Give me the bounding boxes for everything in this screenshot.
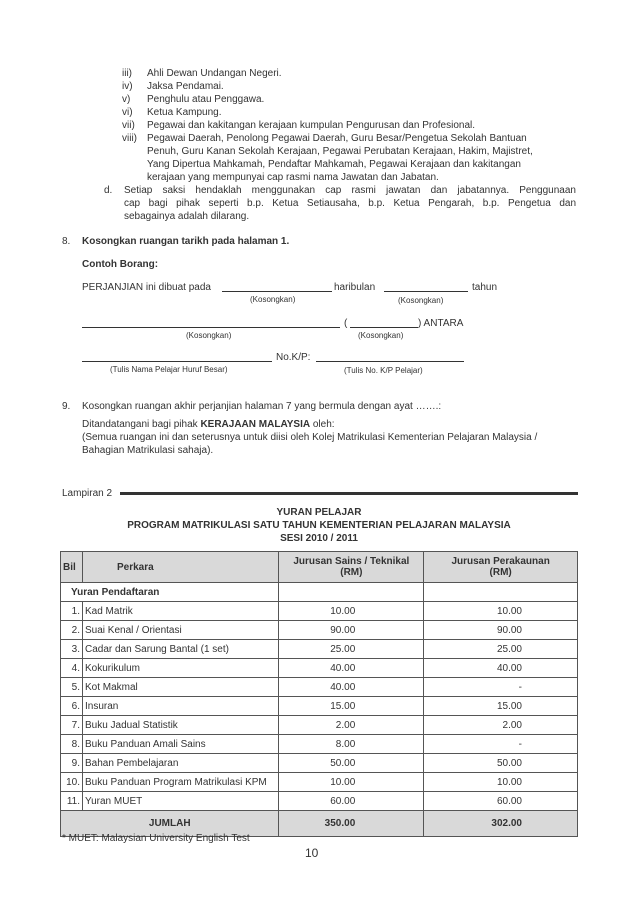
table-header-row <box>61 552 578 583</box>
total-akaun: 302.00 <box>424 811 578 837</box>
row-akaun: 2.00 <box>424 716 578 735</box>
row-akaun: 15.00 <box>424 697 578 716</box>
section-label: Yuran Pendaftaran <box>61 583 279 602</box>
header-akaun-title: Jurusan Perakaunan <box>451 556 550 567</box>
empty-cell <box>424 583 578 602</box>
row-sains: 25.00 <box>279 640 424 659</box>
item-d-line: sebagainya adalah dilarang. <box>124 211 250 222</box>
list-num: v) <box>122 94 131 105</box>
row-sains: 10.00 <box>279 773 424 792</box>
row-perkara: Kad Matrik <box>82 602 278 621</box>
empty-cell <box>279 583 424 602</box>
title-line: SESI 2010 / 2011 <box>280 533 358 544</box>
row-akaun: - <box>424 678 578 697</box>
header-sains-unit: (RM) <box>340 567 363 578</box>
sign-prefix: Ditandatangani bagi pihak <box>82 419 201 430</box>
row-akaun: - <box>424 735 578 754</box>
row-perkara: Kot Makmal <box>82 678 278 697</box>
item-d-line: Setiap saksi hendaklah menggunakan cap rasmi jawatan dan jabatannya. Penggunaan <box>124 185 576 196</box>
table-row <box>61 773 578 792</box>
row-perkara: Yuran MUET <box>82 792 278 811</box>
list-text: Penuh, Guru Kanan Sekolah Kerajaan, Pegawai Perubatan Kerajaan, Hakim, Majistret, <box>147 146 533 157</box>
blank-label: (Kosongkan) <box>358 331 404 340</box>
row-bil: 2. <box>61 621 83 640</box>
page-number: 10 <box>305 846 319 860</box>
section-text: Kosongkan ruangan akhir perjanjian halaman 7 yang bermula dengan ayat …….: <box>82 401 442 412</box>
row-bil: 6. <box>61 697 83 716</box>
table-row <box>61 716 578 735</box>
row-perkara: Kokurikulum <box>82 659 278 678</box>
table-row <box>61 735 578 754</box>
list-num: vi) <box>122 107 133 118</box>
appendix-rule <box>120 492 578 495</box>
table-section-row <box>61 583 578 602</box>
row-perkara: Buku Jadual Statistik <box>82 716 278 735</box>
form-text: tahun <box>472 282 498 293</box>
footnote: * MUET: Malaysian University English Test <box>62 833 250 844</box>
list-text: Jaksa Pendamai. <box>147 81 224 92</box>
table-row <box>61 678 578 697</box>
list-text: Pegawai dan kakitangan kerajaan kumpulan Pengurusan dan Profesional. <box>147 120 476 131</box>
list-text: Ketua Kampung. <box>147 107 222 118</box>
row-bil: 3. <box>61 640 83 659</box>
note-line: Bahagian Matrikulasi sahaja). <box>82 445 214 456</box>
row-sains: 15.00 <box>279 697 424 716</box>
table-row <box>61 640 578 659</box>
blank-line <box>82 361 272 362</box>
form-text: ( <box>344 318 348 329</box>
row-sains: 90.00 <box>279 621 424 640</box>
row-sains: 40.00 <box>279 659 424 678</box>
table-row <box>61 621 578 640</box>
row-bil: 11. <box>61 792 83 811</box>
row-perkara: Insuran <box>82 697 278 716</box>
row-perkara: Cadar dan Sarung Bantal (1 set) <box>82 640 278 659</box>
fee-rows <box>61 602 578 811</box>
table-row <box>61 659 578 678</box>
total-sains: 350.00 <box>279 811 424 837</box>
row-bil: 1. <box>61 602 83 621</box>
blank-line <box>384 291 468 292</box>
sign-suffix: oleh: <box>310 419 335 430</box>
title-line: YURAN PELAJAR <box>276 507 362 518</box>
section-number: 9. <box>62 401 71 412</box>
blank-label: (Kosongkan) <box>186 331 232 340</box>
row-bil: 5. <box>61 678 83 697</box>
form-text: No.K/P: <box>276 352 311 363</box>
header-akaun <box>424 552 578 583</box>
header-sains <box>279 552 424 583</box>
blank-line <box>82 327 340 328</box>
blank-label: (Tulis Nama Pelajar Huruf Besar) <box>110 365 228 374</box>
sign-line <box>82 418 335 431</box>
header-sains-title: Jurusan Sains / Teknikal <box>293 556 410 567</box>
list-text: Pegawai Daerah, Penolong Pegawai Daerah, Guru Besar/Pengetua Sekolah Bantuan <box>147 133 527 144</box>
row-akaun: 40.00 <box>424 659 578 678</box>
item-d-line: cap bagi pihak seperti b.p. Ketua Setiausaha, b.p. Ketua Pengarah, b.p. Pengetua dan <box>124 198 576 209</box>
row-akaun: 10.00 <box>424 602 578 621</box>
row-bil: 9. <box>61 754 83 773</box>
header-bil: Bil <box>61 552 83 583</box>
blank-line <box>350 327 418 328</box>
sign-party: KERAJAAN MALAYSIA <box>200 419 311 430</box>
row-perkara: Suai Kenal / Orientasi <box>82 621 278 640</box>
row-perkara: Buku Panduan Program Matrikulasi KPM <box>82 773 278 792</box>
list-text: Penghulu atau Penggawa. <box>147 94 265 105</box>
item-d-num: d. <box>104 185 113 196</box>
row-bil: 8. <box>61 735 83 754</box>
example-heading: Contoh Borang: <box>82 259 159 270</box>
list-text: Ahli Dewan Undangan Negeri. <box>147 68 282 79</box>
header-perkara: Perkara <box>82 552 278 583</box>
header-akaun-unit: (RM) <box>489 567 512 578</box>
form-text: haribulan <box>334 282 376 293</box>
list-num: viii) <box>122 133 137 144</box>
title-line: PROGRAM MATRIKULASI SATU TAHUN KEMENTERIAN PELAJARAN MALAYSIA <box>127 520 511 531</box>
appendix-label: Lampiran 2 <box>62 488 113 499</box>
list-text: Yang Dipertua Mahkamah, Pendaftar Mahkamah, Pegawai Kerajaan dan kakitangan <box>147 159 521 170</box>
form-text: ) ANTARA <box>418 318 464 329</box>
section-heading: Kosongkan ruangan tarikh pada halaman 1. <box>82 236 290 247</box>
row-sains: 50.00 <box>279 754 424 773</box>
blank-label: (Kosongkan) <box>398 296 444 305</box>
row-bil: 4. <box>61 659 83 678</box>
row-sains: 40.00 <box>279 678 424 697</box>
row-sains: 10.00 <box>279 602 424 621</box>
row-akaun: 50.00 <box>424 754 578 773</box>
row-akaun: 60.00 <box>424 792 578 811</box>
fees-table <box>60 551 578 837</box>
table-row <box>61 602 578 621</box>
row-akaun: 10.00 <box>424 773 578 792</box>
blank-line <box>222 291 332 292</box>
row-perkara: Buku Panduan Amali Sains <box>82 735 278 754</box>
row-bil: 7. <box>61 716 83 735</box>
row-sains: 60.00 <box>279 792 424 811</box>
list-num: iii) <box>122 68 132 79</box>
row-akaun: 90.00 <box>424 621 578 640</box>
row-perkara: Bahan Pembelajaran <box>82 754 278 773</box>
list-text: kerajaan yang mempunyai cap rasmi nama Jawatan dan Jabatan. <box>147 172 439 183</box>
row-bil: 10. <box>61 773 83 792</box>
form-text: PERJANJIAN ini dibuat pada <box>82 282 211 293</box>
blank-label: (Kosongkan) <box>250 295 296 304</box>
list-num: vii) <box>122 120 135 131</box>
blank-line <box>316 361 464 362</box>
row-sains: 2.00 <box>279 716 424 735</box>
section-number: 8. <box>62 236 71 247</box>
table-row <box>61 792 578 811</box>
row-akaun: 25.00 <box>424 640 578 659</box>
table-row <box>61 754 578 773</box>
note-line: (Semua ruangan ini dan seterusnya untuk diisi oleh Kolej Matrikulasi Kementerian Pelajaran Malaysia / <box>82 432 538 443</box>
blank-label: (Tulis No. K/P Pelajar) <box>344 366 423 375</box>
table-row <box>61 697 578 716</box>
row-sains: 8.00 <box>279 735 424 754</box>
total-label: JUMLAH <box>61 811 279 837</box>
list-num: iv) <box>122 81 133 92</box>
